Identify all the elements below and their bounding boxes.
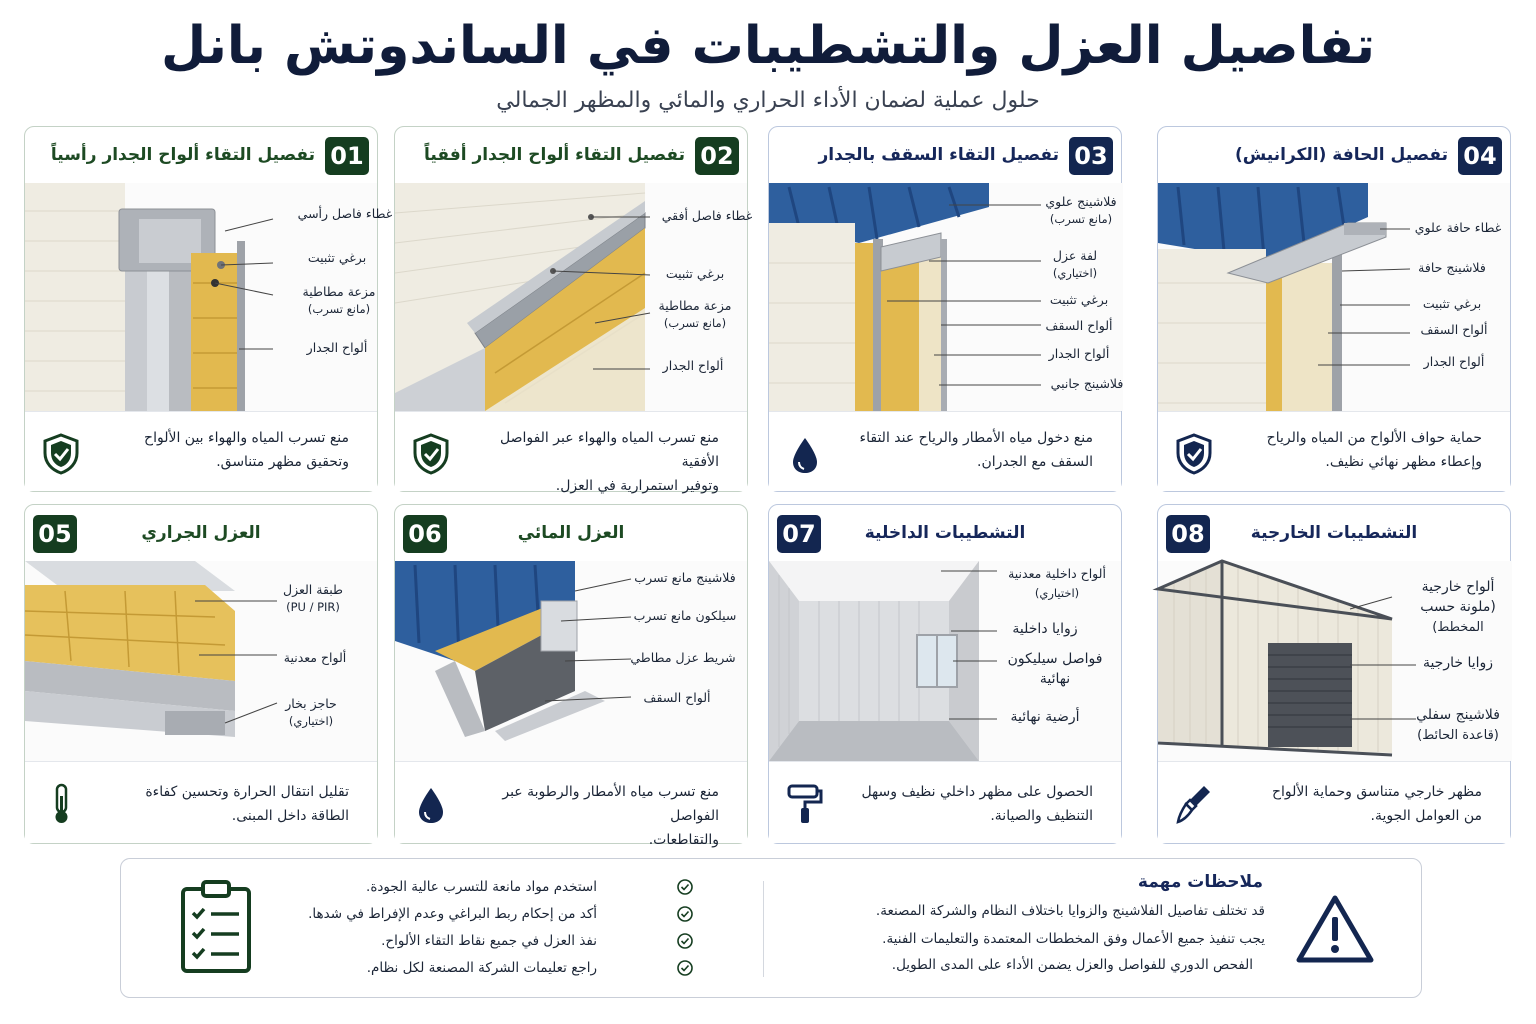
card-header <box>769 127 1121 183</box>
label-exterior-panels-note2: المخطط) <box>1432 620 1484 635</box>
label-screw: برغي تثبيت <box>307 250 367 265</box>
label-interior-metal-panels: ألواح داخلية معدنية <box>1008 566 1106 581</box>
checklist-item: نفذ العزل في جميع نقاط التقاء الألواح. <box>381 933 597 949</box>
paint-roller-icon <box>785 782 825 826</box>
horizontal-joint-illustration <box>395 183 753 411</box>
card-footer <box>395 761 747 848</box>
roof-wall-illustration <box>769 183 1124 411</box>
card-number: 03 <box>1069 137 1113 175</box>
card-benefit: منع تسرب مياه الأمطار والرطوبة عبر الفواصل والتقاطعات. <box>502 784 719 848</box>
label-wall-panels: ألواح الجدار <box>662 358 724 373</box>
label-cover: غطاء فاصل رأسي <box>297 206 393 221</box>
label-interior-panels-note: (اختياري) <box>1034 586 1080 600</box>
water-drop-icon <box>411 782 451 826</box>
label-edge-flashing: فلاشينج حافة <box>1418 260 1486 275</box>
card-footer <box>1158 411 1510 491</box>
thermometer-icon <box>41 782 81 826</box>
label-side-flashing: فلاشينج جانبي <box>1050 376 1124 391</box>
label-gasket-note: (مانع تسرب) <box>307 302 371 316</box>
card-header <box>25 505 377 561</box>
card-footer <box>25 411 377 491</box>
label-bottom-flashing-note: (قاعدة الحائط) <box>1417 728 1499 743</box>
label-roof-panels: ألواح السقف <box>1420 322 1488 337</box>
card-header <box>769 505 1121 561</box>
label-rubber-tape: شريط عزل مطاطي <box>630 650 736 665</box>
card-footer <box>25 761 377 843</box>
note-line: يجب تنفيذ جميع الأعمال وفق المخططات المعتمدة والتعليمات الفنية. <box>882 931 1265 947</box>
card-roof-wall-junction <box>768 126 1122 492</box>
shield-check-icon <box>1174 432 1214 476</box>
check-circle-icon <box>677 906 693 922</box>
card-title: تفصيل الحافة (الكرانيش) <box>1235 145 1448 165</box>
label-top-flashing-note: (مانع تسرب) <box>1049 212 1113 226</box>
label-silicone-joints: فواصل سيليكون <box>1007 651 1103 667</box>
card-footer <box>395 411 747 494</box>
checklist-item: استخدم مواد مانعة للتسرب عالية الجودة. <box>366 879 597 895</box>
card-number: 06 <box>403 515 447 553</box>
label-exterior-panels-note1: (ملونة حسب <box>1420 599 1496 615</box>
check-circle-icon <box>677 960 693 976</box>
thermal-insulation-illustration <box>25 561 377 761</box>
card-benefit: مظهر خارجي متناسق وحماية الألواح من العوامل الجوية. <box>1271 784 1482 824</box>
label-gasket-note: (مانع تسرب) <box>663 316 727 330</box>
card-header <box>1158 505 1510 561</box>
card-horizontal-joint <box>394 126 753 494</box>
card-footer <box>769 411 1121 491</box>
card-benefit: حماية حواف الألواح من المياه والرياح وإعطاء مظهر نهائي نظيف. <box>1266 430 1482 470</box>
clipboard-checklist-icon <box>179 879 253 975</box>
card-thermal-insulation <box>24 504 378 844</box>
label-insulation-roll: لفة عزل <box>1052 248 1098 263</box>
card-benefit: الحصول على مظهر داخلي نظيف وسهل التنظيف والصيانة. <box>861 784 1093 824</box>
label-silicone-joints-note: نهائية <box>1039 671 1071 687</box>
card-number: 01 <box>325 137 369 175</box>
card-benefit: منع تسرب المياه والهواء عبر الفواصل الأفقية وتوفير استمرارية في العزل. <box>499 430 719 494</box>
notes-title: ملاحظات مهمة <box>1137 872 1263 892</box>
label-wall-panels: ألواح الجدار <box>306 340 368 355</box>
warning-icon <box>1295 893 1375 965</box>
label-insulation-type: (PU / PIR) <box>286 600 340 614</box>
checklist-item: راجع تعليمات الشركة المصنعة لكل نظام. <box>366 960 597 976</box>
interior-illustration <box>769 561 1121 761</box>
label-insulation-layer: طبقة العزل <box>282 582 344 597</box>
card-exterior-finishes <box>1157 504 1511 844</box>
water-drop-icon <box>785 432 825 476</box>
label-bottom-flashing: فلاشينج سفلي <box>1416 707 1500 723</box>
label-vapour-barrier-note: (اختياري) <box>288 714 334 728</box>
card-number: 04 <box>1458 137 1502 175</box>
label-top-edge-cover: غطاء حافة علوي <box>1414 220 1502 235</box>
label-sealing-silicone: سيلكون مانع تسرب <box>633 608 737 623</box>
paint-brush-icon <box>1174 782 1214 826</box>
label-top-flashing: فلاشينج علوي <box>1045 194 1117 209</box>
label-insulation-roll-note: (اختياري) <box>1052 266 1098 280</box>
card-header <box>395 505 747 561</box>
card-number: 08 <box>1166 515 1210 553</box>
checklist-item: أكد من إحكام ربط البراغي وعدم الإفراط في شدها. <box>308 906 597 922</box>
label-gasket: مزعة مطاطية <box>658 298 732 313</box>
card-header <box>1158 127 1510 183</box>
card-number: 05 <box>33 515 77 553</box>
card-number: 07 <box>777 515 821 553</box>
page-title: تفاصيل العزل والتشطيبات في الساندوتش بانل <box>160 16 1376 76</box>
label-sealing-flashing: فلاشينج مانع تسرب <box>634 570 736 585</box>
card-title: تفصيل التقاء ألواح الجدار رأسياً <box>50 145 315 165</box>
label-screw: برغي تثبيت <box>1049 292 1109 307</box>
label-wall-panels: ألواح الجدار <box>1048 346 1110 361</box>
waterproofing-illustration <box>395 561 747 761</box>
check-circle-icon <box>677 879 693 895</box>
shield-check-icon <box>411 432 451 476</box>
label-cover: غطاء فاصل أفقي <box>661 208 753 223</box>
card-title: التشطيبات الخارجية <box>1250 523 1418 543</box>
card-title: تفصيل التقاء ألواح الجدار أفقياً <box>424 145 685 165</box>
card-benefit: تقليل انتقال الحرارة وتحسين كفاءة الطاقة داخل المبنى. <box>145 784 349 824</box>
note-line: الفحص الدوري للفواصل والعزل يضمن الأداء على المدى الطويل. <box>891 957 1253 973</box>
card-title: العزل الجراري <box>141 523 261 543</box>
label-exterior-corners: زوايا خارجية <box>1422 655 1494 671</box>
card-header <box>25 127 377 183</box>
label-final-floor: أرضية نهائية <box>1010 709 1080 725</box>
label-metal-sheets: ألواح معدنية <box>283 650 347 665</box>
card-footer <box>1158 761 1510 843</box>
label-interior-corners: زوايا داخلية <box>1012 621 1078 637</box>
card-footer <box>769 761 1121 843</box>
exterior-illustration <box>1158 561 1510 761</box>
label-gasket: مزعة مطاطية <box>302 284 376 299</box>
card-benefit: منع دخول مياه الأمطار والرياح عند التقاء السقف مع الجدران. <box>859 430 1093 470</box>
note-line: قد تختلف تفاصيل الفلاشينج والزوايا باختلاف النظام والشركة المصنعة. <box>875 903 1265 919</box>
label-screw: برغي تثبيت <box>665 266 725 281</box>
label-screw: برغي تثبيت <box>1422 296 1482 311</box>
card-header <box>395 127 747 183</box>
important-notes-panel <box>120 858 1422 998</box>
edge-detail-illustration <box>1158 183 1510 411</box>
card-vertical-joint <box>24 126 393 492</box>
card-interior-finishes <box>768 504 1122 844</box>
vertical-joint-illustration <box>25 183 393 411</box>
card-benefit: منع تسرب المياه والهواء بين الألواح وتحقيق مظهر متناسق. <box>144 430 349 470</box>
page-subtitle: حلول عملية لضمان الأداء الحراري والمائي والمظهر الجمالي <box>496 88 1040 113</box>
label-roof-panels: ألواح السقف <box>643 690 711 705</box>
notes-divider <box>763 881 764 977</box>
card-title: التشطيبات الداخلية <box>864 523 1026 543</box>
label-roof-panels: ألواح السقف <box>1045 318 1113 333</box>
check-circle-icon <box>677 933 693 949</box>
card-title: تفصيل التقاء السقف بالجدار <box>818 145 1059 165</box>
card-title: العزل المائي <box>517 523 625 543</box>
card-number: 02 <box>695 137 739 175</box>
label-vapour-barrier: حاجز بخار <box>285 696 337 711</box>
label-exterior-panels: ألواح خارجية <box>1421 579 1495 595</box>
shield-check-icon <box>41 432 81 476</box>
card-edge-detail <box>1157 126 1511 492</box>
label-wall-panels: ألواح الجدار <box>1423 354 1485 369</box>
card-waterproofing <box>394 504 748 848</box>
